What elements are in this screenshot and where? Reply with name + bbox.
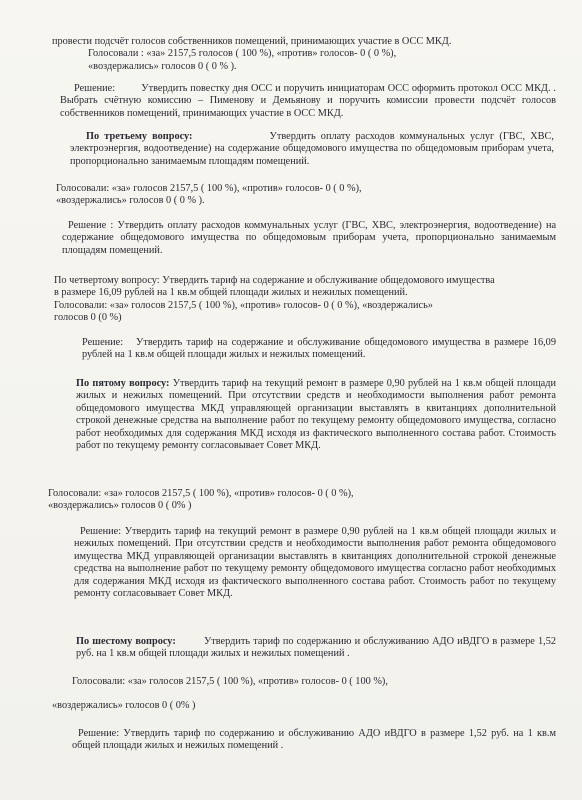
question-text: Утвердить тариф на текущий ремонт в размере 0,90 рублей на 1 кв.м общей площади жилых и нежилых помещений. При отсутствии средств и необходимости выполнения работ ремонта общедомового имущества МКД управляющей организации выставлять в квитанциях дополнительной строкой денежные средства на выполнение работ по текущему ремонту общедомового имущества, согласно работ необходимых для содержания МКД исходя из фактического выполненного состава работ. Стоимость работ по текущему ремонту согласовывает Совет МКД. — [76, 378, 557, 452]
text-line: голосов 0 (0 %) — [54, 312, 122, 324]
text-line: «воздержались» голосов 0 ( 0% ) — [48, 500, 192, 512]
vote-result-q3 — [56, 183, 556, 208]
decision-q5 — [74, 526, 556, 600]
decision-lead: Решение : — [68, 220, 114, 231]
decision-lead: Решение: — [74, 83, 116, 94]
text-line: в размере 16,09 рублей на 1 кв.м общей площади жилых и нежилых помещений. — [54, 287, 408, 299]
decision-q3 — [62, 220, 556, 257]
decision-text: Утвердить тариф по содержанию и обслуживанию АДО иВДГО в размере 1,52 руб. на 1 кв.м общей площади жилых и нежилых помещений . — [72, 728, 556, 752]
question-lead: По пятому вопросу: — [76, 378, 170, 389]
text-line: Голосовали : «за» 2157,5 голосов ( 100 %), «против» голосов- 0 ( 0 %), — [88, 48, 397, 60]
counting-continuation — [52, 36, 552, 73]
text-line: провести подсчёт голосов собственников помещений, принимающих участие в ОСС МКД. — [52, 36, 452, 47]
text-line: «воздержались» голосов 0 ( 0% ) — [52, 700, 196, 711]
decision-text: Утвердить тариф на содержание и обслуживание общедомового имущества в размере 16,09 рублей на 1 кв.м общей площади жилых и нежилых помещений. — [82, 337, 556, 361]
vote-result-q6 — [72, 676, 562, 688]
question-six — [76, 636, 556, 661]
text-line: «воздержались» голосов 0 ( 0 % ). — [56, 195, 205, 207]
text-line: По четвертому вопросу: Утвердить тариф на содержание и обслуживание общедомового имущества — [54, 275, 495, 286]
decision-lead: Решение: — [82, 337, 124, 348]
vote-result-q5 — [48, 488, 558, 513]
question-text: Утвердить тариф по содержанию и обслуживанию АДО иВДГО в размере 1,52 руб. на 1 кв.м общей площади жилых и нежилых помещений . — [76, 636, 557, 660]
decision-agenda — [60, 83, 556, 120]
decision-lead: Решение: — [78, 728, 120, 739]
question-four — [54, 275, 560, 325]
question-text: Утвердить оплату расходов коммунальных услуг (ГВС, ХВС, электроэнергия, водоотведение) на содержание общедомового имущества по общедомовым приборам учета, пропорционально занимаемым площадям помещений. — [70, 131, 554, 167]
decision-text: Утвердить повестку дня ОСС и поручить инициаторам ОСС оформить протокол ОСС МКД. . Выбрать счётную комиссию – Пименову и Демьянову и поручить комиссии провести подсчёт голосов собственников помещений, принимающих участие в ОСС МКД. — [60, 83, 557, 119]
decision-q4 — [82, 337, 556, 362]
decision-lead: Решение: — [80, 526, 122, 537]
text-line: «воздержались» голосов 0 ( 0 % ). — [88, 60, 237, 72]
question-three — [70, 131, 554, 168]
text-line: Голосовали: «за» голосов 2157,5 ( 100 %), «против» голосов- 0 ( 100 %), — [72, 676, 388, 687]
vote-abstained-q6 — [52, 700, 542, 712]
decision-q6 — [72, 728, 556, 753]
question-five — [76, 378, 556, 452]
question-lead: По шестому вопросу: — [76, 636, 176, 647]
text-line: Голосовали: «за» голосов 2157,5 ( 100 %), «против» голосов- 0 ( 0 %), — [56, 183, 362, 194]
text-line: Голосовали: «за» голосов 2157,5 ( 100 %), «против» голосов- 0 ( 0 %), «воздержались» — [54, 299, 433, 311]
decision-text: Утвердить оплату расходов коммунальных услуг (ГВС, ХВС, электроэнергия, водоотведение) на содержание общедомового имущества по общедомовым приборам учета, пропорционально занимаемым площадям помещений. — [62, 220, 557, 256]
question-lead: По третьему вопросу: — [86, 131, 193, 142]
text-line: Голосовали: «за» голосов 2157,5 ( 100 %), «против» голосов- 0 ( 0 %), — [48, 488, 354, 499]
decision-text: Утвердить тариф на текущий ремонт в размере 0,90 рублей на 1 кв.м общей площади жилых и нежилых помещений. При отсутствии средств и необходимости выполнения работ ремонта общедомового имущества МКД управляющей организации выставлять в квитанциях дополнительной строкой денежные средства на выполнение работ по текущему ремонту общедомового имущества согласно работ необходимых для содержания МКД исходя из фактического выполненного состава работ. Стоимость работ по текущему ремонту согласовывает Совет МКД. — [74, 526, 556, 600]
